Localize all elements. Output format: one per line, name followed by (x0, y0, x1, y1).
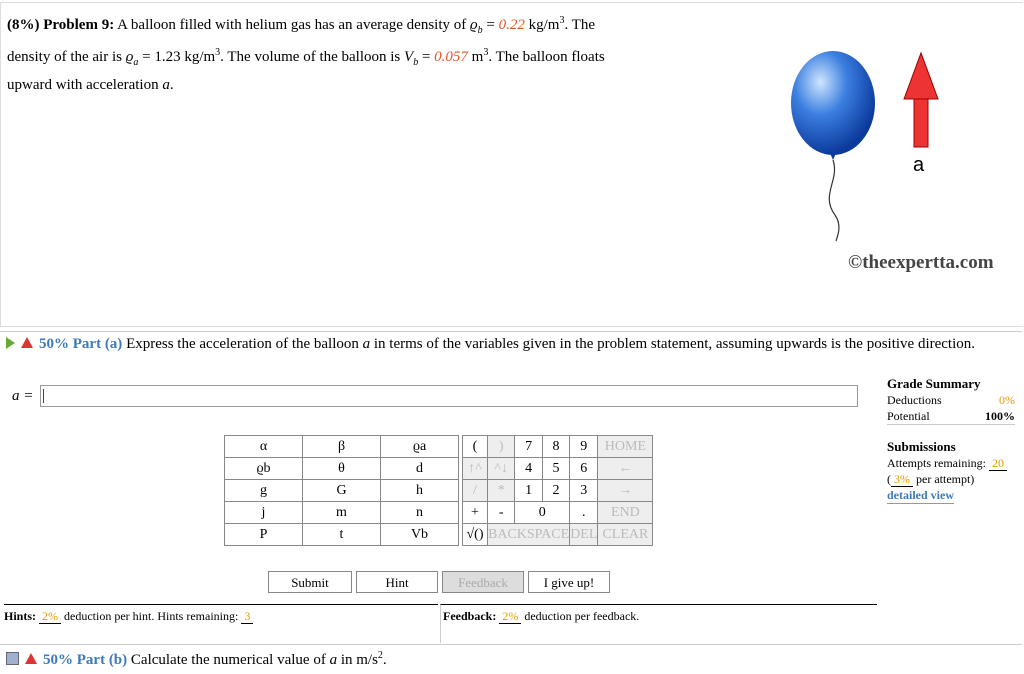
keypad-key[interactable]: 2 (542, 480, 569, 502)
problem-text: upward with acceleration (7, 77, 163, 93)
part-a-title: 50% Part (a) (39, 336, 123, 352)
keypad-var-key[interactable]: t (303, 524, 381, 546)
unit-text: kg/m (524, 17, 560, 33)
keypad-key[interactable]: ) (488, 436, 515, 458)
volume-value: 0.057 (434, 49, 468, 65)
problem-statement: (8%) Problem 9: A balloon filled with helium gas has an average density of $ϱ_b = 0.22$ $kg/m^3$. The density of the air is $ϱ_a = 1.23$ $kg/m^3$. The volume of the balloon is $V_b = 0.057$ $m^3$. The balloon floats upward with acceleration a. (7, 15, 605, 93)
keypad-var-key[interactable]: β (303, 436, 381, 458)
feedback-bar (440, 604, 877, 643)
keypad-key[interactable]: BACKSPACE (488, 524, 570, 546)
problem-text: density of the air is (7, 49, 126, 65)
keypad-var-key[interactable]: α (225, 436, 303, 458)
problem-text: . The balloon floats (488, 49, 605, 65)
keypad-var-key[interactable]: m (303, 502, 381, 524)
keypad-var-key[interactable]: P (225, 524, 303, 546)
feedback-text: deduction per feedback. (521, 609, 640, 623)
copyright: ©theexpertta.com (848, 252, 994, 273)
part-b-heading[interactable] (6, 650, 387, 669)
keypad-var-key[interactable]: d (381, 458, 459, 480)
problem-label: Problem 9: (43, 17, 115, 33)
problem-weight: (8%) (7, 17, 40, 33)
problem-text: A balloon filled with helium gas has an average density of (117, 17, 470, 33)
rho-b-value: 0.22 (498, 17, 525, 33)
grade-summary: Grade Summary Deductions 0% Potential 100% Submissions Attempts remaining: 20 ( 3% per attempt) detailed view (887, 376, 1015, 502)
keypad-key[interactable]: 7 (515, 436, 542, 458)
problem-text: . The (564, 17, 595, 33)
part-a-text: in terms of the variables given in the problem statement, assuming upwards is the positive direction. (370, 336, 976, 352)
feedback-label: Feedback: (443, 609, 497, 623)
part-b-text: Calculate the numerical value of (127, 652, 330, 668)
hints-remaining: 3 (241, 609, 253, 624)
answer-label: a = (12, 388, 34, 404)
part-b-end: . (382, 652, 387, 668)
rho-b-sub: b (477, 25, 483, 36)
give-up-button[interactable]: I give up! (528, 571, 610, 593)
volume-symbol: V (404, 49, 414, 65)
answer-input[interactable] (40, 385, 858, 407)
detailed-view-link[interactable]: detailed view (887, 488, 954, 502)
exp: 3 (559, 15, 565, 26)
keypad-key[interactable]: - (488, 502, 515, 524)
keypad-key[interactable]: DEL (570, 524, 598, 546)
keypad-var-key[interactable]: ϱb (225, 458, 303, 480)
keypad-key[interactable]: 1 (515, 480, 542, 502)
deductions-value: 0% (999, 393, 1015, 407)
rho-a-sub: a (133, 57, 139, 68)
rho-symbol: ϱ (470, 17, 478, 33)
exp: 3 (215, 47, 221, 58)
keypad-key[interactable]: √() (463, 524, 488, 546)
keypad-key[interactable]: ( (463, 436, 488, 458)
keypad-key[interactable]: HOME (598, 436, 653, 458)
keypad-key[interactable]: 5 (542, 458, 569, 480)
deductions-label: Deductions (887, 393, 942, 407)
keypad-var-key[interactable]: ϱa (381, 436, 459, 458)
warning-icon (21, 337, 33, 348)
balloon-icon (791, 51, 875, 155)
attempts-label: Attempts remaining: (887, 456, 986, 470)
hints-text: deduction per hint. Hints remaining: (61, 609, 239, 623)
unit-text: m (467, 49, 484, 65)
part-a-text: Express the acceleration of the balloon (122, 336, 363, 352)
keypad-key[interactable]: + (463, 502, 488, 524)
submit-button[interactable]: Submit (268, 571, 352, 593)
part-b-unit: in m/s (337, 652, 378, 668)
rho-symbol: ϱ (125, 49, 134, 65)
keypad-key[interactable]: 6 (570, 458, 598, 480)
keypad-var-key[interactable]: G (303, 480, 381, 502)
potential-label: Potential (887, 409, 930, 423)
play-icon[interactable] (6, 337, 15, 349)
keypad (224, 435, 653, 546)
keypad-key[interactable]: * (488, 480, 515, 502)
per-attempt-label: per attempt) (913, 472, 975, 486)
accel-symbol: a (329, 652, 338, 668)
accel-symbol: a (162, 77, 170, 93)
part-b-title: 50% Part (b) (43, 652, 128, 668)
warning-icon (25, 653, 37, 664)
keypad-key[interactable]: 3 (570, 480, 598, 502)
expand-icon[interactable] (6, 652, 19, 665)
keypad-var-key[interactable]: Vb (381, 524, 459, 546)
arrow-up-icon (904, 53, 938, 147)
attempts-value: 20 (989, 456, 1007, 471)
keypad-key[interactable]: CLEAR (598, 524, 653, 546)
keypad-var-key[interactable]: g (225, 480, 303, 502)
rho-a-value: = 1.23 kg/m (138, 49, 216, 65)
keypad-key[interactable]: / (463, 480, 488, 502)
text-caret (43, 389, 44, 403)
hint-button[interactable]: Hint (356, 571, 438, 593)
keypad-key[interactable]: END (598, 502, 653, 524)
keypad-key[interactable]: → (598, 480, 653, 502)
exp: 3 (483, 47, 489, 58)
per-attempt-value: 3% (891, 472, 913, 487)
submissions-title: Submissions (887, 439, 956, 454)
keypad-key[interactable]: ← (598, 458, 653, 480)
keypad-key[interactable]: 4 (515, 458, 542, 480)
keypad-var-key[interactable]: θ (303, 458, 381, 480)
balloon-illustration (780, 45, 950, 245)
keypad-key[interactable]: ^↓ (488, 458, 515, 480)
keypad-key[interactable]: 9 (570, 436, 598, 458)
balloon-string (829, 160, 839, 241)
volume-sub: b (413, 57, 419, 68)
accel-symbol: a (362, 336, 371, 352)
part-a-heading (6, 335, 996, 354)
problem-text: . The volume of the balloon is (220, 49, 405, 65)
hints-pct: 2% (39, 609, 61, 624)
keypad-var-key[interactable]: h (381, 480, 459, 502)
arrow-label: a (913, 154, 925, 176)
keypad-var-key[interactable]: j (225, 502, 303, 524)
hints-bar (4, 604, 438, 643)
keypad-key[interactable]: 8 (542, 436, 569, 458)
keypad-key[interactable]: . (570, 502, 598, 524)
keypad-var-key[interactable]: n (381, 502, 459, 524)
hints-label: Hints: (4, 609, 37, 623)
grade-title: Grade Summary (887, 376, 981, 391)
potential-value: 100% (985, 409, 1015, 423)
feedback-button[interactable]: Feedback (442, 571, 524, 593)
keypad-key[interactable]: 0 (515, 502, 570, 524)
part-b-exp: 2 (377, 650, 383, 661)
feedback-pct: 2% (499, 609, 521, 624)
keypad-key[interactable]: ↑^ (463, 458, 488, 480)
